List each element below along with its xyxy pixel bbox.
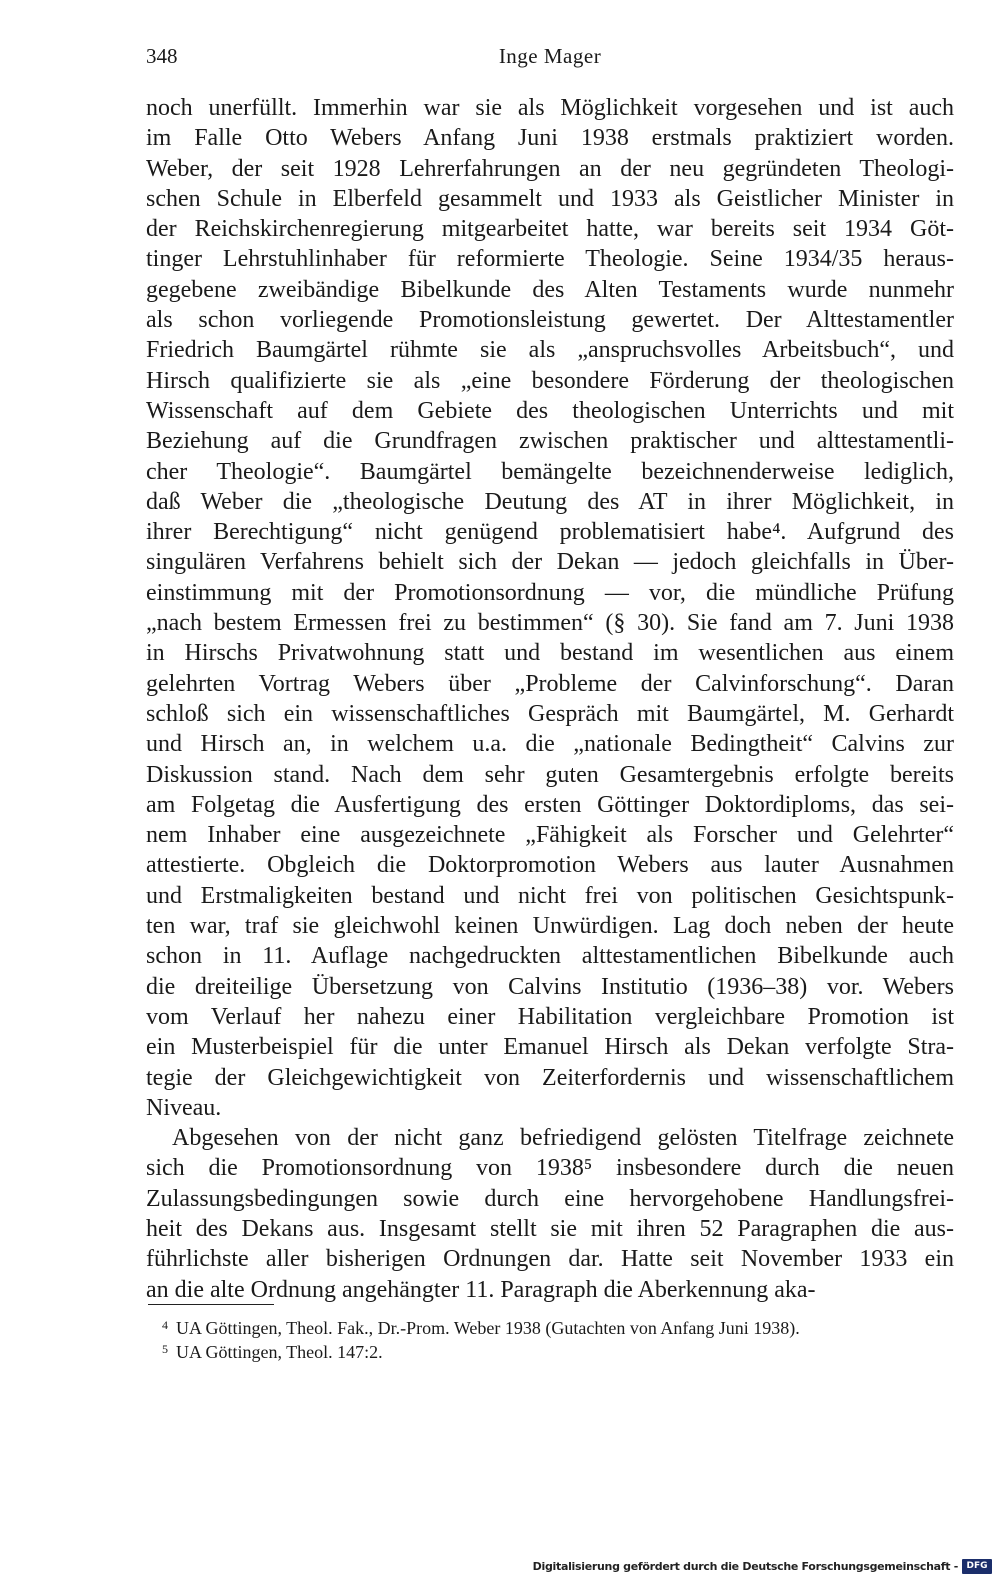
text-line: daß Weber die „theologische Deutung des AT in ihrer Möglichkeit, in bbox=[146, 488, 954, 515]
text-line: attestierte. Obgleich die Doktorpromotion Webers aus lauter Ausnahmen bbox=[146, 852, 954, 879]
page-number: 348 bbox=[146, 44, 178, 68]
footnotes bbox=[162, 1313, 962, 1361]
funding-credit: Digitalisierung gefördert durch die Deutsche Forschungsgemeinschaft - bbox=[532, 1559, 958, 1573]
body-text bbox=[146, 93, 954, 1305]
footnote-text: UA Göttingen, Theol. 147:2. bbox=[176, 1342, 383, 1362]
text-line: singulären Verfahrens behielt sich der Dekan — jedoch gleichfalls in Über- bbox=[146, 549, 954, 576]
text-line: ihrer Berechtigung“ nicht genügend problematisiert habe⁴. Aufgrund des bbox=[146, 519, 954, 546]
text-line: ein Musterbeispiel für die unter Emanuel Hirsch als Dekan verfolgte Stra- bbox=[146, 1034, 954, 1061]
text-line: und Erstmaligkeiten bestand und nicht frei von politischen Gesichtspunk- bbox=[146, 882, 954, 909]
text-line: gelehrten Vortrag Webers über „Probleme der Calvinforschung“. Daran bbox=[146, 670, 954, 697]
text-line: „nach bestem Ermessen frei zu bestimmen“ (§ 30). Sie fand am 7. Juni 1938 bbox=[146, 610, 954, 637]
footnote-mark: 4 bbox=[162, 1318, 168, 1332]
text-line: ten war, traf sie gleichwohl keinen Unwürdigen. Lag doch neben der heute bbox=[146, 913, 954, 940]
text-line: tinger Lehrstuhlinhaber für reformierte Theologie. Seine 1934/35 heraus- bbox=[146, 246, 954, 273]
text-line: als schon vorliegende Promotionsleistung gewertet. Der Alttestamentler bbox=[146, 307, 954, 334]
text-line: sich die Promotionsordnung von 1938⁵ insbesondere durch die neuen bbox=[146, 1155, 954, 1182]
text-line: schloß sich ein wissenschaftliches Gespräch mit Baumgärtel, M. Gerhardt bbox=[146, 700, 954, 727]
text-line: nem Inhaber eine ausgezeichnete „Fähigkeit als Forscher und Gelehrter“ bbox=[146, 822, 954, 849]
footnote-mark: 5 bbox=[162, 1342, 168, 1356]
text-line: Niveau. bbox=[146, 1094, 222, 1121]
text-line: gegebene zweibändige Bibelkunde des Alten Testaments wurde nunmehr bbox=[146, 276, 954, 303]
text-line: im Falle Otto Webers Anfang Juni 1938 erstmals praktiziert worden. bbox=[146, 125, 954, 152]
text-line: schon in 11. Auflage nachgedruckten alttestamentlichen Bibelkunde auch bbox=[146, 943, 954, 970]
text-line: Diskussion stand. Nach dem sehr guten Gesamtergebnis erfolgte bereits bbox=[146, 761, 954, 788]
text-line: und Hirsch an, in welchem u.a. die „nationale Bedingtheit“ Calvins zur bbox=[146, 731, 954, 758]
footnote-5 bbox=[162, 1337, 962, 1361]
text-line: Friedrich Baumgärtel rühmte sie als „anspruchsvolles Arbeitsbuch“, und bbox=[146, 337, 954, 364]
footnote-text: UA Göttingen, Theol. Fak., Dr.-Prom. Weber 1938 (Gutachten von Anfang Juni 1938). bbox=[176, 1318, 800, 1338]
footnote-4 bbox=[162, 1313, 962, 1337]
digitization-footer bbox=[533, 1557, 992, 1575]
page-header bbox=[146, 44, 954, 76]
text-line: schen Schule in Elberfeld gesammelt und 1933 als Geistlicher Minister in bbox=[146, 185, 954, 212]
footnote-divider bbox=[148, 1304, 274, 1305]
text-line: in Hirschs Privatwohnung statt und bestand im wesentlichen aus einem bbox=[146, 640, 954, 667]
text-line: die dreiteilige Übersetzung von Calvins Institutio (1936–38) vor. Webers bbox=[146, 973, 954, 1000]
running-head: Inge Mager bbox=[498, 44, 602, 68]
text-line: Weber, der seit 1928 Lehrerfahrungen an der neu gegründeten Theologi- bbox=[146, 155, 954, 182]
text-line: cher Theologie“. Baumgärtel bemängelte bezeichnenderweise lediglich, bbox=[146, 458, 954, 485]
dfg-logo-icon: DFG bbox=[962, 1559, 992, 1574]
text-line: Wissenschaft auf dem Gebiete des theologischen Unterrichts und mit bbox=[146, 397, 954, 424]
text-line: führlichste aller bisherigen Ordnungen dar. Hatte seit November 1933 ein bbox=[146, 1246, 954, 1273]
text-line: Beziehung auf die Grundfragen zwischen praktischer und alttestamentli- bbox=[146, 428, 954, 455]
text-line: tegie der Gleichgewichtigkeit von Zeiterfordernis und wissenschaftlichem bbox=[146, 1064, 954, 1091]
text-line: am Folgetag die Ausfertigung des ersten Göttinger Doktordiploms, das sei- bbox=[146, 791, 954, 818]
text-line: vom Verlauf her nahezu einer Habilitation vergleichbare Promotion ist bbox=[146, 1003, 954, 1030]
text-line: an die alte Ordnung angehängter 11. Paragraph die Aberkennung aka- bbox=[146, 1276, 816, 1303]
text-line: einstimmung mit der Promotionsordnung — vor, die mündliche Prüfung bbox=[146, 579, 954, 606]
text-line: Hirsch qualifizierte sie als „eine besondere Förderung der theologischen bbox=[146, 367, 954, 394]
text-line: noch unerfüllt. Immerhin war sie als Möglichkeit vorgesehen und ist auch bbox=[146, 95, 954, 121]
text-line: Abgesehen von der nicht ganz befriedigend gelösten Titelfrage zeichnete bbox=[172, 1125, 954, 1152]
text-line: der Reichskirchenregierung mitgearbeitet hatte, war bereits seit 1934 Göt- bbox=[146, 216, 954, 243]
text-line: Zulassungsbedingungen sowie durch eine hervorgehobene Handlungsfrei- bbox=[146, 1185, 954, 1212]
text-line: heit des Dekans aus. Insgesamt stellt sie mit ihren 52 Paragraphen die aus- bbox=[146, 1215, 954, 1242]
